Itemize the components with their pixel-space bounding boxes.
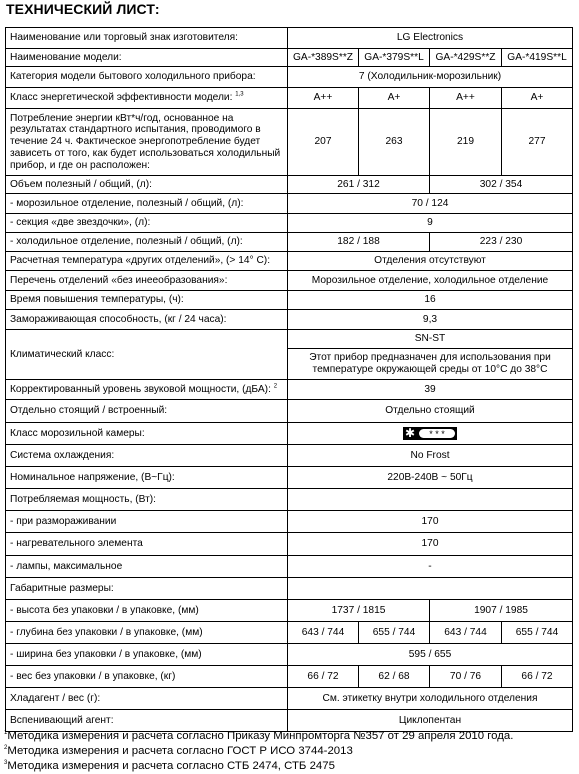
cell-value: GA-*379S**L bbox=[359, 49, 430, 67]
row-label: - холодильное отделение, полезный / общий, (л): bbox=[6, 233, 288, 252]
table-row bbox=[6, 380, 573, 400]
cell-value: - bbox=[288, 556, 573, 578]
row-label: Потребление энергии кВт*ч/год, основанное на результатах стандартного испытания, проводимого в течение 24 ч. Фактическое энергопотребление будет зависеть от того, как будет использоваться холодильный прибор, и где он расположен: bbox=[6, 109, 288, 176]
table-row bbox=[6, 666, 573, 688]
cell-value: См. этикетку внутри холодильного отделения bbox=[288, 688, 573, 710]
row-label: Система охлаждения: bbox=[6, 445, 288, 467]
cell-value: 220В-240В ~ 50Гц bbox=[288, 467, 573, 489]
row-label: - ширина без упаковки / в упаковке, (мм) bbox=[6, 644, 288, 666]
cell-value: GA-*419S**L bbox=[502, 49, 573, 67]
cell-value: 66 / 72 bbox=[502, 666, 573, 688]
table-row bbox=[6, 688, 573, 710]
cell-value: 9 bbox=[288, 214, 573, 233]
table-row bbox=[6, 310, 573, 330]
table-row bbox=[6, 28, 573, 49]
cell-value: 39 bbox=[288, 380, 573, 400]
footnotes bbox=[4, 729, 513, 773]
table-row bbox=[6, 556, 573, 578]
table-row bbox=[6, 423, 573, 445]
cell-value: 223 / 230 bbox=[430, 233, 573, 252]
table-row bbox=[6, 622, 573, 644]
table-row bbox=[6, 109, 573, 176]
freezer-star-badge bbox=[403, 427, 457, 440]
table-row bbox=[6, 330, 573, 349]
cell-value: 277 bbox=[502, 109, 573, 176]
table-row bbox=[6, 578, 573, 600]
cell-value: 261 / 312 bbox=[288, 176, 430, 194]
row-label-text: Класс энергетической эффективности модели: bbox=[10, 92, 233, 104]
table-row bbox=[6, 214, 573, 233]
table-row bbox=[6, 291, 573, 310]
cell-value: 16 bbox=[288, 291, 573, 310]
cell-note: Этот прибор предназначен для использования при температуре окружающей среды от 10°C до 38°C bbox=[288, 349, 573, 380]
footnote bbox=[4, 744, 513, 759]
row-label-text: Корректированный уровень звуковой мощности, (дБА): bbox=[10, 383, 271, 395]
cell-value: Морозильное отделение, холодильное отделение bbox=[288, 271, 573, 291]
row-label: - морозильное отделение, полезный / общий, (л): bbox=[6, 194, 288, 214]
cell-value: 62 / 68 bbox=[359, 666, 430, 688]
row-label: - высота без упаковки / в упаковке, (мм) bbox=[6, 600, 288, 622]
cell-value: LG Electronics bbox=[288, 28, 573, 49]
row-label: - секция «две звездочки», (л): bbox=[6, 214, 288, 233]
cell-value: Отделения отсутствуют bbox=[288, 252, 573, 271]
row-label: - нагревательного элемента bbox=[6, 533, 288, 556]
cell-value: 219 bbox=[430, 109, 502, 176]
cell-value: 263 bbox=[359, 109, 430, 176]
cell-value: 1907 / 1985 bbox=[430, 600, 573, 622]
row-label: Габаритные размеры: bbox=[6, 578, 288, 600]
table-row bbox=[6, 194, 573, 214]
row-label: Отдельно стоящий / встроенный: bbox=[6, 400, 288, 423]
row-label: Класс морозильной камеры: bbox=[6, 423, 288, 445]
cell-value: 595 / 655 bbox=[288, 644, 573, 666]
row-label: Категория модели бытового холодильного прибора: bbox=[6, 67, 288, 88]
cell-value: 9,3 bbox=[288, 310, 573, 330]
cell-value: 70 / 76 bbox=[430, 666, 502, 688]
table-row bbox=[6, 88, 573, 109]
table-row bbox=[6, 445, 573, 467]
cell-value: No Frost bbox=[288, 445, 573, 467]
table-row bbox=[6, 511, 573, 533]
cell-value: 655 / 744 bbox=[502, 622, 573, 644]
row-label: Расчетная температура «других отделений», (> 14° C): bbox=[6, 252, 288, 271]
spec-table bbox=[5, 27, 573, 732]
table-row bbox=[6, 49, 573, 67]
table-row bbox=[6, 644, 573, 666]
footnote-number: 1 bbox=[4, 730, 8, 737]
row-label: Номинальное напряжение, (В~Гц): bbox=[6, 467, 288, 489]
cell-value: SN-ST bbox=[288, 330, 573, 349]
row-label: Потребляемая мощность, (Вт): bbox=[6, 489, 288, 511]
footnote bbox=[4, 729, 513, 744]
page-title: ТЕХНИЧЕСКИЙ ЛИСТ: bbox=[6, 1, 160, 17]
row-label: Наименование или торговый знак изготовителя: bbox=[6, 28, 288, 49]
cell-value: A+ bbox=[502, 88, 573, 109]
cell-value bbox=[288, 578, 573, 600]
table-row bbox=[6, 176, 573, 194]
table-row bbox=[6, 600, 573, 622]
row-label: Время повышения температуры, (ч): bbox=[6, 291, 288, 310]
row-label: Климатический класс: bbox=[6, 330, 288, 380]
cell-value: GA-*429S**Z bbox=[430, 49, 502, 67]
row-label: - при размораживании bbox=[6, 511, 288, 533]
cell-value: Отдельно стоящий bbox=[288, 400, 573, 423]
footnote bbox=[4, 759, 513, 774]
cell-value: 207 bbox=[288, 109, 359, 176]
cell-value: GA-*389S**Z bbox=[288, 49, 359, 67]
row-label: Хладагент / вес (г): bbox=[6, 688, 288, 710]
cell-value: 66 / 72 bbox=[288, 666, 359, 688]
cell-value: A++ bbox=[288, 88, 359, 109]
cell-value: Циклопентан bbox=[288, 710, 573, 732]
footnote-text: Методика измерения и расчета согласно СТБ 2474, СТБ 2475 bbox=[7, 759, 335, 772]
row-label: Вспенивающий агент: bbox=[6, 710, 288, 732]
row-label: Объем полезный / общий, (л): bbox=[6, 176, 288, 194]
star-rating: * * * bbox=[419, 429, 455, 438]
cell-value: 643 / 744 bbox=[430, 622, 502, 644]
row-label: - глубина без упаковки / в упаковке, (мм) bbox=[6, 622, 288, 644]
footnote-text: Методика измерения и расчета согласно Приказу Минпромторга №357 от 29 апреля 2010 года. bbox=[7, 730, 514, 742]
cell-value: 302 / 354 bbox=[430, 176, 573, 194]
cell-value: A++ bbox=[430, 88, 502, 109]
table-row bbox=[6, 533, 573, 556]
cell-value: 643 / 744 bbox=[288, 622, 359, 644]
cell-value: A+ bbox=[359, 88, 430, 109]
table-row bbox=[6, 271, 573, 291]
cell-value: 182 / 188 bbox=[288, 233, 430, 252]
table-row bbox=[6, 233, 573, 252]
row-label: Замораживающая способность, (кг / 24 часа): bbox=[6, 310, 288, 330]
snowflake-icon: ✱ bbox=[405, 426, 416, 440]
footnote-ref: 1,3 bbox=[235, 91, 244, 98]
row-label bbox=[6, 380, 288, 400]
cell-value bbox=[288, 423, 573, 445]
table-row bbox=[6, 252, 573, 271]
footnote-text: Методика измерения и расчета согласно ГОСТ Р ИСО 3744-2013 bbox=[7, 744, 353, 757]
table-row bbox=[6, 489, 573, 511]
row-label: - вес без упаковки / в упаковке, (кг) bbox=[6, 666, 288, 688]
footnote-number: 3 bbox=[4, 759, 8, 766]
cell-value: 655 / 744 bbox=[359, 622, 430, 644]
table-row bbox=[6, 67, 573, 88]
cell-value: 70 / 124 bbox=[288, 194, 573, 214]
row-label: - лампы, максимальное bbox=[6, 556, 288, 578]
cell-value: 170 bbox=[288, 511, 573, 533]
table-row bbox=[6, 400, 573, 423]
row-label bbox=[6, 88, 288, 109]
cell-value: 1737 / 1815 bbox=[288, 600, 430, 622]
row-label: Перечень отделений «без инееобразования»: bbox=[6, 271, 288, 291]
footnote-ref: 2 bbox=[273, 383, 278, 390]
cell-value: 170 bbox=[288, 533, 573, 556]
cell-value bbox=[288, 489, 573, 511]
table-row bbox=[6, 467, 573, 489]
cell-value: 7 (Холодильник-морозильник) bbox=[288, 67, 573, 88]
row-label: Наименование модели: bbox=[6, 49, 288, 67]
footnote-number: 2 bbox=[4, 745, 8, 751]
